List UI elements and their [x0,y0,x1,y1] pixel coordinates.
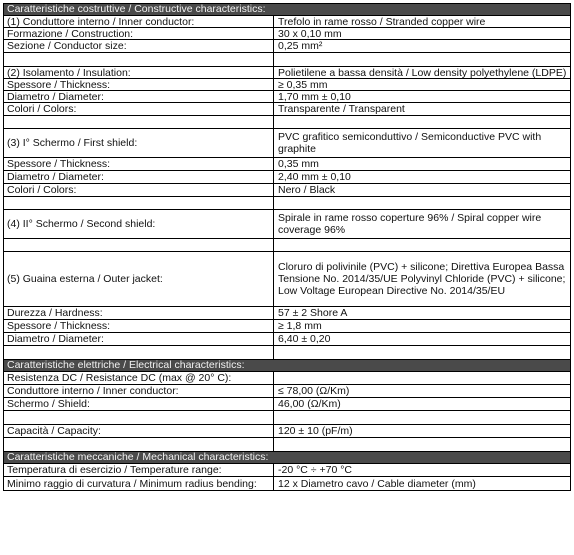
table-row [4,28,570,40]
row-label [4,346,274,359]
row-label [4,438,274,451]
table-row [4,333,570,346]
section-header-mechanical: Caratteristiche meccaniche / Mechanical characteristics: [4,452,570,464]
table-row [4,307,570,320]
table-row [4,398,570,411]
row-label: Sezione / Conductor size: [4,40,274,52]
row-value: 120 ± 10 (pF/m) [278,425,353,437]
row-label: Spessore / Thickness: [4,79,274,90]
row-value: Trefolo in rame rosso / Stranded copper wire [278,15,486,28]
table-row [4,320,570,333]
table-row [4,67,570,79]
table-row [4,16,570,28]
row-label: Colori / Colors: [4,184,274,196]
section-header-electrical: Caratteristiche elettriche / Electrical characteristics: [4,360,570,372]
row-value [274,346,570,359]
row-label: Formazione / Construction: [4,28,274,39]
row-label [4,53,274,66]
table-row-spacer [4,116,570,129]
row-value: ≥ 0,35 mm [278,78,328,91]
table-row [4,158,570,171]
table-row [4,184,570,197]
table-row-spacer [4,438,570,452]
row-value: 30 x 0,10 mm [278,27,342,40]
row-label: Temperatura di esercizio / Temperature range: [4,464,274,476]
row-value: -20 °C ÷ +70 °C [278,464,352,476]
row-value: Nero / Black [278,184,336,196]
table-row-spacer [4,346,570,360]
row-label: Capacità / Capacity: [4,425,274,437]
table-row-spacer [4,197,570,210]
specification-table [3,3,571,491]
row-value [274,197,570,209]
row-value: Polietilene a bassa densità / Low density polyethylene (LDPE) [278,66,567,79]
row-value: 12 x Diametro cavo / Cable diameter (mm) [278,477,476,490]
row-value [274,438,570,451]
row-value: 1,70 mm ± 0,10 [278,90,351,103]
table-row [4,103,570,116]
row-label: (3) I° Schermo / First shield: [4,129,274,157]
row-label: (5) Guaina esterna / Outer jacket: [4,252,274,306]
table-row-spacer [4,411,570,425]
table-row [4,129,570,158]
row-value: 0,25 mm² [278,40,323,52]
table-row [4,91,570,103]
table-row [4,40,570,53]
row-value: PVC grafitico semiconduttivo / Semiconductive PVC with graphite [278,131,542,155]
table-row [4,477,570,490]
row-label: (1) Conduttore interno / Inner conductor: [4,16,274,27]
table-row-spacer [4,239,570,252]
row-value: 57 ± 2 Shore A [278,307,348,319]
row-label: Spessore / Thickness: [4,158,274,170]
table-row [4,171,570,184]
row-value: 46,00 (Ω/Km) [278,398,341,410]
row-label: Resistenza DC / Resistance DC (max @ 20° C): [4,372,274,384]
table-row [4,385,570,398]
row-value: 0,35 mm [278,158,319,170]
row-label: Durezza / Hardness: [4,307,274,319]
row-value: Transparente / Transparent [278,103,405,115]
row-value: Cloruro di polivinile (PVC) + silicone; Direttiva Europea Bassa Tensione No. 2014/35/UE Polyvinyl Chloride (PVC) + silicone; Low Voltage European Directive No. 2014/35/EU [278,261,566,297]
row-value [274,53,570,66]
table-row [4,464,570,477]
row-label: (2) Isolamento / Insulation: [4,67,274,78]
table-row [4,79,570,91]
table-row [4,252,570,307]
row-value [274,372,570,384]
table-row-spacer [4,53,570,67]
row-label [4,116,274,128]
table-row [4,210,570,239]
row-value [274,116,570,128]
row-label: (4) II° Schermo / Second shield: [4,210,274,238]
table-row [4,372,570,385]
row-label: Diametro / Diameter: [4,171,274,183]
row-label: Schermo / Shield: [4,398,274,410]
row-label [4,197,274,209]
row-label: Minimo raggio di curvatura / Minimum radius bending: [4,477,274,490]
table-row [4,425,570,438]
row-label: Diametro / Diameter: [4,91,274,102]
row-label: Spessore / Thickness: [4,320,274,332]
row-value [274,411,570,424]
row-label: Diametro / Diameter: [4,333,274,345]
row-value: ≤ 78,00 (Ω/Km) [278,385,350,397]
row-value: Spirale in rame rosso coperture 96% / Spiral copper wire coverage 96% [278,212,542,236]
row-label: Colori / Colors: [4,103,274,115]
section-header-constructive: Caratteristiche costruttive / Constructive characteristics: [4,4,570,16]
row-value: ≥ 1,8 mm [278,320,322,332]
row-value: 6,40 ± 0,20 [278,333,331,345]
row-label: Conduttore interno / Inner conductor: [4,385,274,397]
row-value [274,239,570,251]
row-label [4,411,274,424]
row-label [4,239,274,251]
row-value: 2,40 mm ± 0,10 [278,171,351,183]
